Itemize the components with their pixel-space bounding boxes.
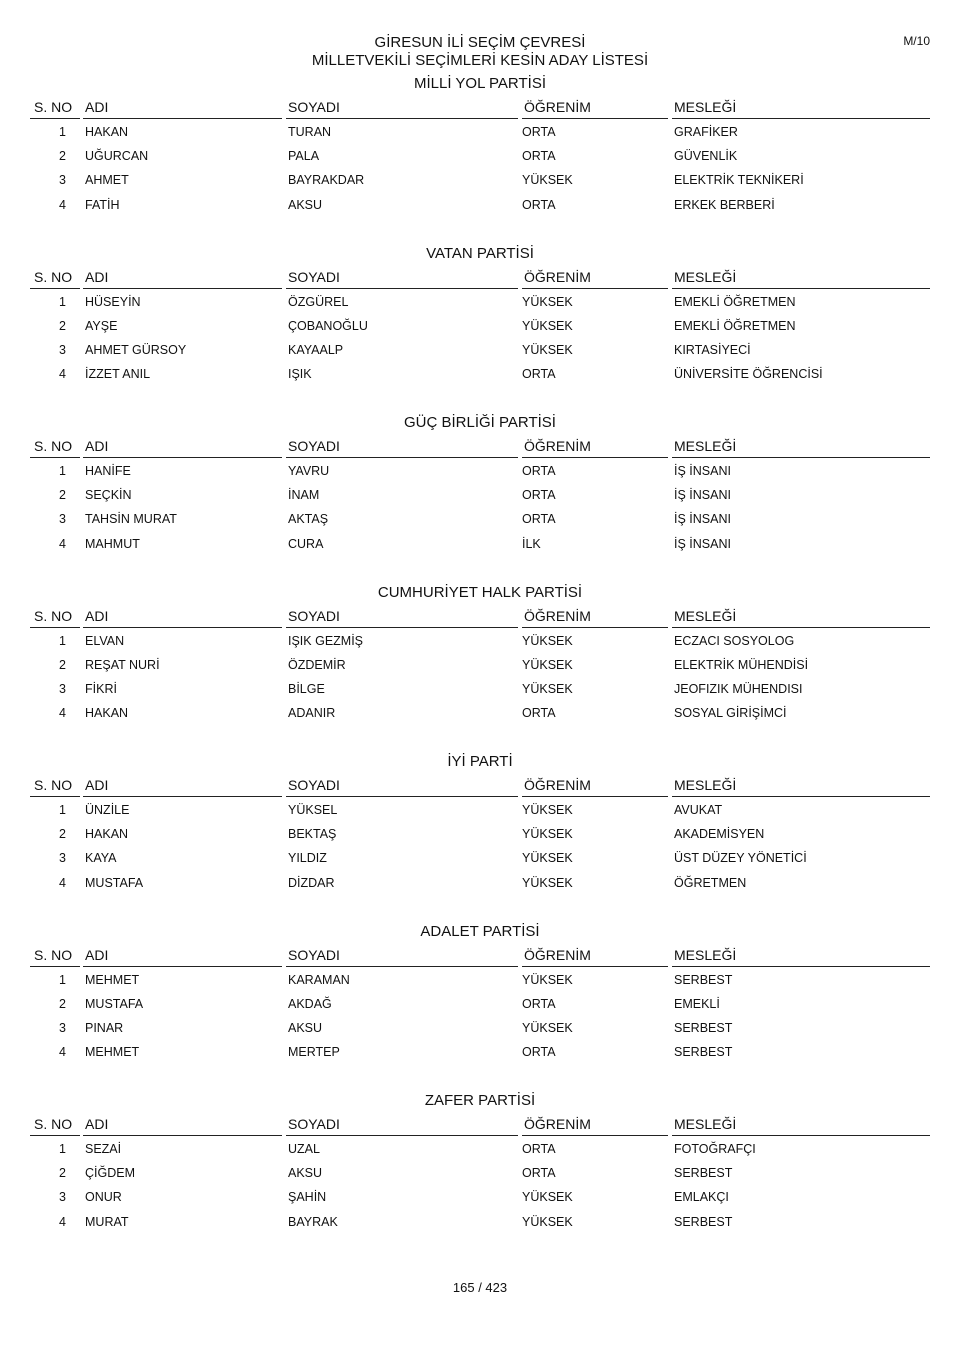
cell-ogrenim: YÜKSEK bbox=[522, 875, 573, 890]
cell-soyadi: ÖZGÜREL bbox=[288, 294, 349, 309]
party-title: GÜÇ BİRLİĞİ PARTİSİ bbox=[404, 414, 556, 431]
table-header bbox=[30, 268, 930, 289]
party-title: VATAN PARTİSİ bbox=[426, 244, 534, 262]
cell-no: 2 bbox=[59, 488, 66, 503]
cell-adi: HAKAN bbox=[85, 125, 129, 139]
candidate-list bbox=[30, 800, 930, 897]
cell-adi: UĞURCAN bbox=[85, 149, 149, 164]
cell-meslek: AVUKAT bbox=[674, 803, 723, 817]
header-underline bbox=[522, 118, 668, 119]
cell-adi: MEHMET bbox=[85, 972, 140, 987]
column-header-meslek: MESLEĞİ bbox=[674, 268, 737, 285]
column-header-adi: ADI bbox=[85, 438, 109, 454]
cell-ogrenim: ORTA bbox=[522, 996, 556, 1011]
cell-adi: PINAR bbox=[85, 1020, 124, 1035]
column-header-no: S. NO bbox=[34, 268, 73, 285]
table-row bbox=[30, 1042, 930, 1066]
column-header-adi: ADI bbox=[85, 1116, 109, 1132]
header-line-2: MİLLETVEKİLİ SEÇİMLERİ KESİN ADAY LİSTESİ bbox=[311, 52, 649, 69]
party-section bbox=[30, 75, 930, 265]
header-underline bbox=[83, 288, 282, 289]
cell-no: 3 bbox=[59, 512, 66, 527]
cell-no: 2 bbox=[59, 996, 66, 1011]
header-underline bbox=[286, 966, 518, 967]
cell-adi: HÜSEYİN bbox=[85, 294, 141, 309]
table-row bbox=[30, 146, 930, 170]
header-underline bbox=[672, 627, 930, 628]
cell-soyadi: KAYAALP bbox=[288, 342, 344, 357]
cell-no: 1 bbox=[59, 633, 66, 648]
table-row bbox=[30, 1139, 930, 1163]
page-current: 165 bbox=[452, 1280, 475, 1295]
cell-no: 3 bbox=[59, 1190, 66, 1205]
cell-soyadi: DİZDAR bbox=[288, 875, 335, 890]
cell-meslek: KIRTASİYECİ bbox=[674, 342, 751, 357]
column-header-ogrenim: ÖĞRENİM bbox=[524, 607, 591, 624]
cell-no: 4 bbox=[59, 197, 66, 212]
table-row bbox=[30, 364, 930, 388]
column-header-meslek: MESLEĞİ bbox=[674, 946, 737, 963]
header-underline bbox=[286, 627, 518, 628]
column-header-soyadi: SOYADI bbox=[288, 268, 340, 285]
column-header-meslek: MESLEĞİ bbox=[674, 607, 737, 624]
cell-ogrenim: YÜKSEK bbox=[522, 1020, 573, 1035]
cell-adi: MUSTAFA bbox=[85, 875, 144, 890]
table-row bbox=[30, 1018, 930, 1042]
header-underline bbox=[30, 627, 80, 628]
party-title: ADALET PARTİSİ bbox=[420, 922, 540, 940]
cell-adi: ONUR bbox=[85, 1190, 122, 1205]
header-underline bbox=[30, 796, 80, 797]
header-underline bbox=[672, 1135, 930, 1136]
cell-soyadi: YÜKSEL bbox=[288, 803, 338, 817]
cell-soyadi: ŞAHİN bbox=[288, 1190, 327, 1205]
header-underline bbox=[83, 118, 282, 119]
cell-adi: TAHSİN MURAT bbox=[85, 512, 177, 527]
cell-adi: MAHMUT bbox=[85, 536, 140, 551]
column-header-ogrenim: ÖĞRENİM bbox=[524, 777, 591, 793]
cell-no: 4 bbox=[59, 536, 66, 551]
cell-no: 3 bbox=[59, 681, 66, 696]
cell-adi: ÇİĞDEM bbox=[85, 1166, 135, 1181]
header-underline bbox=[30, 1135, 80, 1136]
party-title: ZAFER PARTİSİ bbox=[424, 1092, 536, 1109]
cell-soyadi: YILDIZ bbox=[288, 851, 327, 866]
cell-adi: AHMET GÜRSOY bbox=[85, 342, 187, 357]
cell-meslek: İŞ İNSANI bbox=[674, 512, 731, 527]
table-row bbox=[30, 1187, 930, 1211]
column-header-no: S. NO bbox=[34, 607, 73, 624]
cell-no: 2 bbox=[59, 318, 66, 333]
cell-ogrenim: YÜKSEK bbox=[522, 657, 573, 672]
cell-adi: İZZET ANIL bbox=[85, 367, 151, 382]
cell-adi: REŞAT NURİ bbox=[85, 657, 160, 672]
cell-meslek: SOSYAL GİRİŞİMCİ bbox=[674, 706, 787, 721]
cell-ogrenim: YÜKSEK bbox=[522, 803, 573, 817]
table-row bbox=[30, 994, 930, 1018]
table-row bbox=[30, 824, 930, 848]
cell-soyadi: BEKTAŞ bbox=[288, 827, 337, 842]
header-underline bbox=[83, 966, 282, 967]
header-underline bbox=[522, 627, 668, 628]
cell-no: 4 bbox=[59, 1214, 66, 1229]
table-row bbox=[30, 1212, 930, 1236]
cell-soyadi: AKSU bbox=[288, 1020, 323, 1035]
cell-soyadi: CURA bbox=[288, 536, 324, 551]
cell-meslek: AKADEMİSYEN bbox=[674, 827, 765, 842]
column-header-ogrenim: ÖĞRENİM bbox=[524, 946, 591, 963]
header-underline bbox=[30, 966, 80, 967]
cell-adi: SEZAİ bbox=[85, 1142, 122, 1156]
header-underline bbox=[286, 118, 518, 119]
cell-ogrenim: ORTA bbox=[522, 1142, 556, 1156]
table-row bbox=[30, 534, 930, 558]
cell-adi: MEHMET bbox=[85, 1045, 140, 1060]
cell-meslek: SERBEST bbox=[674, 1214, 733, 1229]
header-underline bbox=[30, 457, 80, 458]
cell-ogrenim: YÜKSEK bbox=[522, 294, 573, 309]
cell-soyadi: KARAMAN bbox=[288, 972, 350, 987]
column-header-no: S. NO bbox=[34, 1116, 73, 1132]
document-header bbox=[0, 34, 960, 70]
table-header bbox=[30, 776, 930, 797]
cell-adi: HAKAN bbox=[85, 827, 129, 842]
cell-soyadi: ÖZDEMİR bbox=[288, 657, 346, 672]
cell-adi: ELVAN bbox=[85, 633, 125, 648]
cell-meslek: GRAFİKER bbox=[674, 125, 738, 139]
party-section bbox=[30, 414, 930, 604]
table-row bbox=[30, 800, 930, 824]
cell-meslek: JEOFIZIK MÜHENDISI bbox=[674, 681, 803, 696]
cell-ogrenim: ORTA bbox=[522, 197, 556, 212]
cell-meslek: EMEKLİ ÖĞRETMEN bbox=[674, 318, 796, 333]
cell-ogrenim: ORTA bbox=[522, 149, 556, 164]
column-header-meslek: MESLEĞİ bbox=[674, 99, 737, 115]
table-row bbox=[30, 873, 930, 897]
table-row bbox=[30, 170, 930, 194]
column-header-adi: ADI bbox=[85, 777, 109, 793]
cell-ogrenim: YÜKSEK bbox=[522, 173, 573, 188]
cell-no: 1 bbox=[59, 125, 66, 139]
party-section bbox=[30, 1092, 930, 1282]
header-underline bbox=[522, 288, 668, 289]
cell-no: 2 bbox=[59, 657, 66, 672]
candidate-list bbox=[30, 1139, 930, 1236]
party-title: CUMHURİYET HALK PARTİSİ bbox=[377, 583, 583, 601]
table-header bbox=[30, 1115, 930, 1136]
cell-soyadi: BİLGE bbox=[288, 681, 325, 696]
cell-ogrenim: YÜKSEK bbox=[522, 681, 573, 696]
column-header-soyadi: SOYADI bbox=[288, 99, 340, 115]
table-row bbox=[30, 509, 930, 533]
cell-no: 2 bbox=[59, 149, 66, 164]
cell-adi: SEÇKİN bbox=[85, 488, 132, 503]
cell-no: 4 bbox=[59, 706, 66, 721]
table-header bbox=[30, 437, 930, 458]
cell-ogrenim: ORTA bbox=[522, 512, 556, 527]
header-underline bbox=[286, 1135, 518, 1136]
cell-soyadi: IŞIK bbox=[288, 367, 312, 382]
column-header-soyadi: SOYADI bbox=[288, 607, 340, 624]
column-header-soyadi: SOYADI bbox=[288, 946, 340, 963]
header-underline bbox=[672, 288, 930, 289]
cell-no: 3 bbox=[59, 851, 66, 866]
table-row bbox=[30, 485, 930, 509]
cell-soyadi: BAYRAK bbox=[288, 1214, 338, 1229]
cell-adi: FİKRİ bbox=[85, 681, 117, 696]
header-underline bbox=[522, 457, 668, 458]
cell-no: 1 bbox=[59, 972, 66, 987]
cell-ogrenim: İLK bbox=[522, 536, 541, 551]
page-total: 423 bbox=[485, 1280, 508, 1295]
table-row bbox=[30, 970, 930, 994]
table-row bbox=[30, 655, 930, 679]
column-header-ogrenim: ÖĞRENİM bbox=[524, 268, 591, 285]
header-underline bbox=[30, 288, 80, 289]
cell-adi: AYŞE bbox=[85, 318, 118, 333]
candidate-list bbox=[30, 461, 930, 558]
cell-soyadi: İNAM bbox=[288, 488, 320, 503]
table-row bbox=[30, 340, 930, 364]
party-title: MİLLİ YOL PARTİSİ bbox=[414, 75, 546, 92]
cell-meslek: SERBEST bbox=[674, 1166, 733, 1181]
table-row bbox=[30, 631, 930, 655]
cell-ogrenim: ORTA bbox=[522, 125, 556, 139]
cell-no: 4 bbox=[59, 1045, 66, 1060]
cell-meslek: SERBEST bbox=[674, 972, 733, 987]
party-section bbox=[30, 583, 930, 774]
column-header-adi: ADI bbox=[85, 946, 109, 963]
cell-no: 1 bbox=[59, 464, 66, 478]
cell-adi: KAYA bbox=[85, 851, 117, 866]
cell-no: 1 bbox=[59, 294, 66, 309]
candidate-list bbox=[30, 631, 930, 728]
column-header-no: S. NO bbox=[34, 946, 73, 963]
cell-no: 1 bbox=[59, 1142, 66, 1156]
column-header-no: S. NO bbox=[34, 99, 73, 115]
column-header-ogrenim: ÖĞRENİM bbox=[524, 1116, 591, 1132]
table-row bbox=[30, 679, 930, 703]
cell-no: 4 bbox=[59, 367, 66, 382]
cell-ogrenim: ORTA bbox=[522, 367, 556, 382]
page-separator: / bbox=[474, 1280, 486, 1295]
party-section bbox=[30, 922, 930, 1113]
cell-no: 3 bbox=[59, 173, 66, 188]
column-header-meslek: MESLEĞİ bbox=[674, 438, 737, 454]
cell-ogrenim: YÜKSEK bbox=[522, 318, 573, 333]
cell-meslek: ÜNİVERSİTE ÖĞRENCİSİ bbox=[674, 367, 823, 382]
cell-ogrenim: YÜKSEK bbox=[522, 827, 573, 842]
cell-ogrenim: YÜKSEK bbox=[522, 633, 573, 648]
column-header-no: S. NO bbox=[34, 777, 73, 793]
cell-meslek: EMEKLİ ÖĞRETMEN bbox=[674, 294, 796, 309]
column-header-ogrenim: ÖĞRENİM bbox=[524, 99, 591, 115]
cell-adi: HAKAN bbox=[85, 706, 129, 721]
header-underline bbox=[522, 1135, 668, 1136]
cell-meslek: GÜVENLİK bbox=[674, 149, 738, 164]
column-header-adi: ADI bbox=[85, 99, 109, 115]
cell-ogrenim: ORTA bbox=[522, 1166, 556, 1181]
cell-meslek: FOTOĞRAFÇI bbox=[674, 1142, 756, 1156]
cell-no: 3 bbox=[59, 1020, 66, 1035]
table-row bbox=[30, 292, 930, 316]
column-header-soyadi: SOYADI bbox=[288, 1116, 340, 1132]
cell-meslek: ÖĞRETMEN bbox=[674, 875, 747, 890]
page-number bbox=[0, 1280, 960, 1295]
table-row bbox=[30, 122, 930, 146]
table-row bbox=[30, 703, 930, 727]
column-header-adi: ADI bbox=[85, 607, 109, 624]
cell-ogrenim: ORTA bbox=[522, 464, 556, 478]
header-underline bbox=[522, 966, 668, 967]
header-underline bbox=[30, 118, 80, 119]
column-header-meslek: MESLEĞİ bbox=[674, 1116, 737, 1132]
cell-meslek: İŞ İNSANI bbox=[674, 488, 731, 503]
candidate-list bbox=[30, 292, 930, 389]
table-row bbox=[30, 1163, 930, 1187]
header-underline bbox=[83, 796, 282, 797]
column-header-no: S. NO bbox=[34, 438, 73, 454]
candidate-list bbox=[30, 122, 930, 219]
cell-ogrenim: ORTA bbox=[522, 1045, 556, 1060]
table-row bbox=[30, 316, 930, 340]
cell-soyadi: ÇOBANOĞLU bbox=[288, 318, 368, 333]
header-underline bbox=[672, 966, 930, 967]
cell-ogrenim: YÜKSEK bbox=[522, 972, 573, 987]
cell-meslek: ELEKTRİK MÜHENDİSİ bbox=[674, 657, 809, 672]
cell-meslek: ELEKTRİK TEKNİKERİ bbox=[674, 173, 804, 188]
header-underline bbox=[83, 1135, 282, 1136]
cell-soyadi: AKSU bbox=[288, 197, 323, 212]
cell-soyadi: BAYRAKDAR bbox=[288, 173, 365, 188]
party-section bbox=[30, 753, 930, 943]
cell-soyadi: ADANIR bbox=[288, 706, 336, 721]
column-header-meslek: MESLEĞİ bbox=[674, 777, 737, 793]
party-sections bbox=[30, 75, 930, 1282]
cell-adi: HANİFE bbox=[85, 464, 131, 478]
cell-adi: FATİH bbox=[85, 197, 120, 212]
table-header bbox=[30, 607, 930, 628]
column-header-adi: ADI bbox=[85, 268, 109, 285]
column-header-ogrenim: ÖĞRENİM bbox=[524, 438, 591, 454]
cell-meslek: EMLAKÇI bbox=[674, 1190, 729, 1205]
page-code: M/10 bbox=[903, 34, 930, 48]
cell-no: 3 bbox=[59, 342, 66, 357]
column-header-soyadi: SOYADI bbox=[288, 438, 340, 454]
cell-ogrenim: YÜKSEK bbox=[522, 851, 573, 866]
cell-meslek: SERBEST bbox=[674, 1045, 733, 1060]
header-underline bbox=[672, 118, 930, 119]
party-section bbox=[30, 244, 930, 435]
cell-meslek: İŞ İNSANI bbox=[674, 464, 731, 478]
cell-adi: AHMET bbox=[85, 173, 129, 188]
cell-adi: ÜNZİLE bbox=[85, 803, 130, 817]
party-title: İYİ PARTİ bbox=[447, 753, 513, 770]
cell-meslek: ÜST DÜZEY YÖNETİCİ bbox=[674, 851, 807, 866]
cell-meslek: SERBEST bbox=[674, 1020, 733, 1035]
header-underline bbox=[83, 627, 282, 628]
header-underline bbox=[672, 457, 930, 458]
cell-meslek: ERKEK BERBERİ bbox=[674, 197, 775, 212]
header-line-1: GİRESUN İLİ SEÇİM ÇEVRESİ bbox=[374, 34, 586, 51]
cell-meslek: EMEKLİ bbox=[674, 996, 720, 1011]
cell-no: 4 bbox=[59, 875, 66, 890]
cell-soyadi: PALA bbox=[288, 149, 320, 164]
cell-meslek: ECZACI SOSYOLOG bbox=[674, 633, 795, 648]
cell-no: 2 bbox=[59, 1166, 66, 1181]
cell-soyadi: AKSU bbox=[288, 1166, 323, 1181]
table-row bbox=[30, 195, 930, 219]
header-underline bbox=[522, 796, 668, 797]
header-underline bbox=[83, 457, 282, 458]
cell-no: 2 bbox=[59, 827, 66, 842]
cell-soyadi: YAVRU bbox=[288, 464, 330, 478]
cell-meslek: İŞ İNSANI bbox=[674, 536, 731, 551]
table-header bbox=[30, 98, 930, 119]
cell-soyadi: IŞIK GEZMİŞ bbox=[288, 633, 364, 648]
table-row bbox=[30, 848, 930, 872]
table-header bbox=[30, 946, 930, 967]
cell-ogrenim: YÜKSEK bbox=[522, 1190, 573, 1205]
cell-soyadi: AKTAŞ bbox=[288, 512, 329, 527]
header-underline bbox=[286, 796, 518, 797]
cell-soyadi: UZAL bbox=[288, 1142, 320, 1156]
cell-soyadi: AKDAĞ bbox=[288, 996, 332, 1011]
cell-ogrenim: YÜKSEK bbox=[522, 342, 573, 357]
header-underline bbox=[286, 288, 518, 289]
table-row bbox=[30, 461, 930, 485]
column-header-soyadi: SOYADI bbox=[288, 777, 340, 793]
cell-soyadi: MERTEP bbox=[288, 1045, 340, 1060]
header-underline bbox=[672, 796, 930, 797]
candidate-list bbox=[30, 970, 930, 1067]
cell-adi: MUSTAFA bbox=[85, 996, 144, 1011]
cell-no: 1 bbox=[59, 803, 66, 817]
header-underline bbox=[286, 457, 518, 458]
cell-ogrenim: ORTA bbox=[522, 488, 556, 503]
cell-soyadi: TURAN bbox=[288, 125, 332, 139]
cell-adi: MURAT bbox=[85, 1214, 129, 1229]
cell-ogrenim: YÜKSEK bbox=[522, 1214, 573, 1229]
cell-ogrenim: ORTA bbox=[522, 706, 556, 721]
